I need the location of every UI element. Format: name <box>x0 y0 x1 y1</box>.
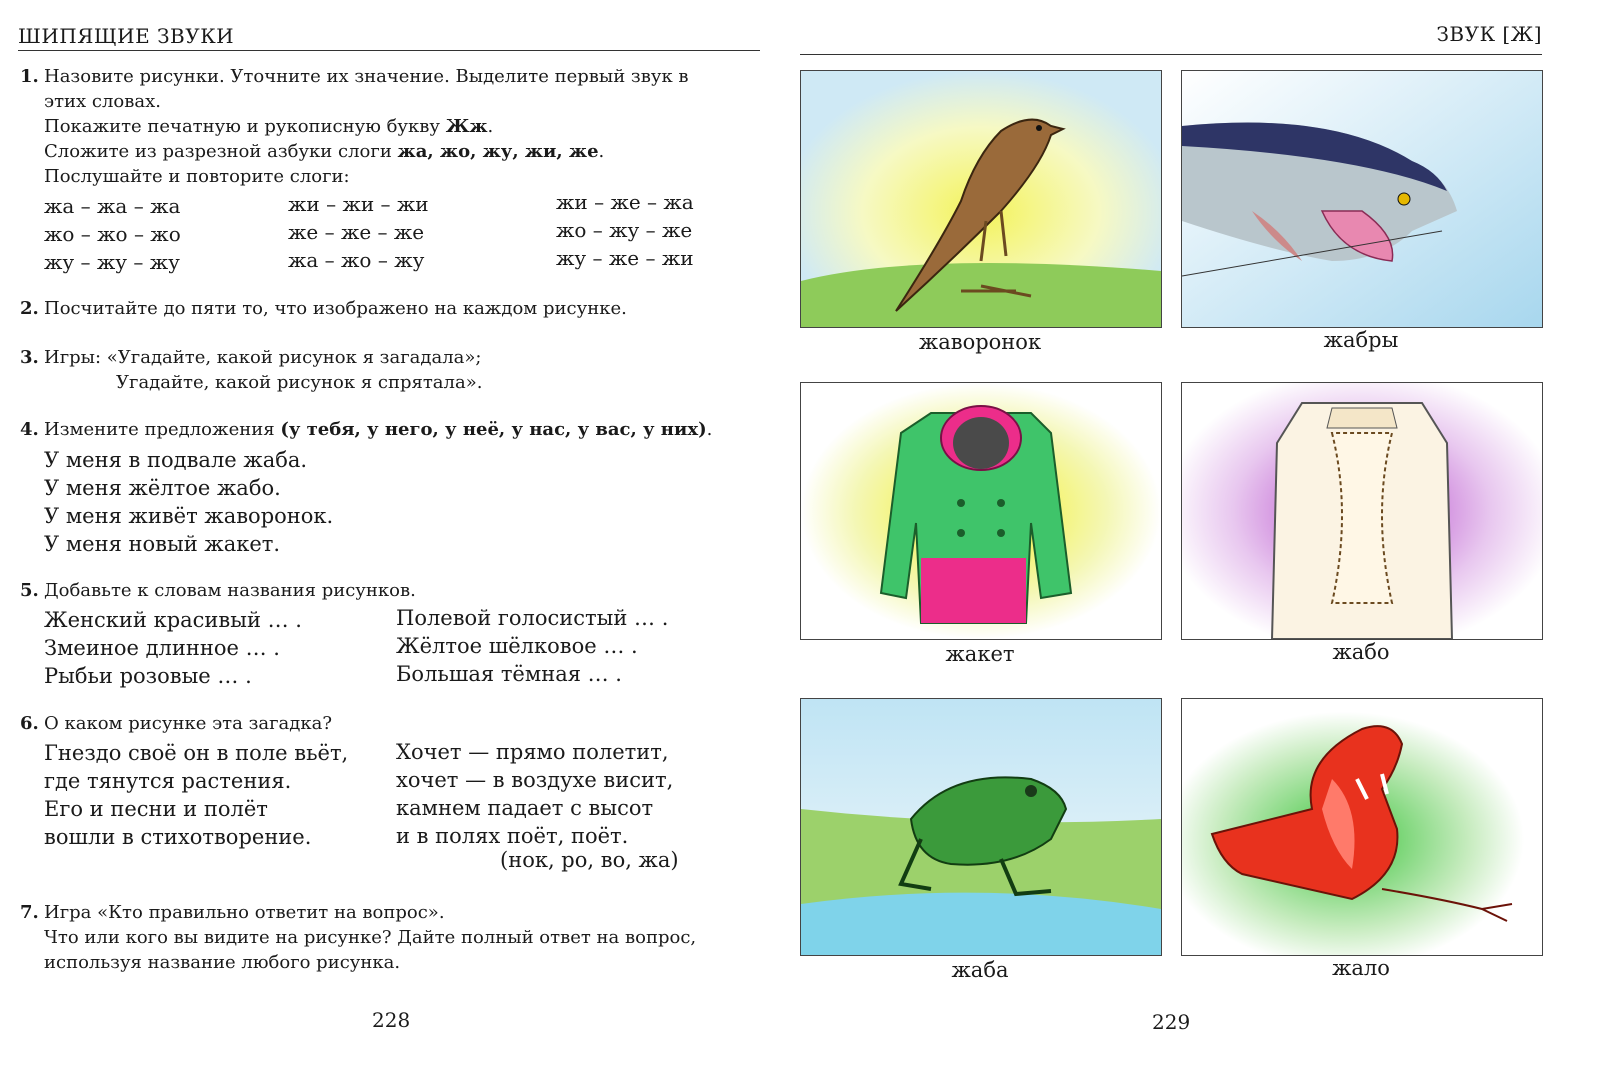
task-number: 6. <box>20 713 39 734</box>
task-1-line-4: Сложите из разрезной азбуки слоги жа, жо, жу, жи, же. <box>44 141 605 162</box>
task-5-text: Добавьте к словам названия рисунков. <box>44 580 416 601</box>
page-number-left: 228 <box>372 1008 411 1032</box>
jacket-illustration <box>801 383 1161 639</box>
task-4-sentences <box>44 446 744 558</box>
syllable-column-3 <box>556 188 694 272</box>
task-3 <box>20 345 780 395</box>
syllable-row: жи – жи – жи <box>288 192 429 216</box>
riddle-answer: (нок, ро, во, жа) <box>500 848 679 872</box>
task-5-column-2 <box>396 604 776 688</box>
syllable-row: же – же – же <box>288 220 425 244</box>
riddle-line: где тянутся растения. <box>44 769 292 793</box>
snake-sting-illustration <box>1182 699 1542 955</box>
picture-card <box>800 698 1162 956</box>
riddle-line: и в полях поёт, поёт. <box>396 824 629 848</box>
task-5-column-1 <box>44 606 384 690</box>
picture-caption: жабо <box>1332 640 1390 664</box>
syllable-table <box>44 192 764 282</box>
phrase: Женский красивый … . <box>44 608 302 632</box>
picture-card <box>800 382 1162 640</box>
fish-gills-illustration <box>1182 71 1542 327</box>
syllable-row: жо – жо – жо <box>44 222 181 246</box>
sentence: У меня жёлтое жабо. <box>44 476 281 500</box>
syllable-row: жу – жу – жу <box>44 250 180 274</box>
sentence: У меня в подвале жаба. <box>44 448 308 472</box>
picture-caption: жабры <box>1323 328 1399 352</box>
picture-card <box>1181 382 1543 640</box>
task-1-line-2: этих словах. <box>44 91 161 112</box>
task-5 <box>20 578 780 603</box>
task-3-line-2: Угадайте, какой рисунок я спрятала». <box>116 372 483 393</box>
toad-illustration <box>801 699 1161 955</box>
syllable-row: жа – жо – жу <box>288 248 425 272</box>
task-7 <box>20 900 780 975</box>
riddle-line: камнем падает с высот <box>396 796 654 820</box>
phrase: Полевой голосистый … . <box>396 606 669 630</box>
task-1-line-1: Назовите рисунки. Уточните их значение. Выделите первый звук в <box>44 66 689 87</box>
running-head-left: ШИПЯЩИЕ ЗВУКИ <box>18 24 235 48</box>
task-6-text: О каком рисунке эта загадка? <box>44 713 332 734</box>
riddle-line: Хочет — прямо полетит, <box>396 740 669 764</box>
task-7-line-2: Что или кого вы видите на рисунке? Дайте полный ответ на вопрос, <box>44 927 697 948</box>
riddle-line: Гнездо своё он в поле вьёт, <box>44 741 349 765</box>
sentence: У меня живёт жаворонок. <box>44 504 334 528</box>
syllable-row: жу – же – жи <box>556 246 694 270</box>
task-3-line-1: Игры: «Угадайте, какой рисунок я загадала»; <box>44 347 482 368</box>
left-page <box>0 0 790 1083</box>
syllable-row: жо – жу – же <box>556 218 693 242</box>
phrase: Жёлтое шёлковое … . <box>396 634 638 658</box>
header-rule-left <box>18 50 760 51</box>
task-number: 4. <box>20 419 39 440</box>
task-number: 5. <box>20 580 39 601</box>
task-7-line-3: используя название любого рисунка. <box>44 952 401 973</box>
syllable-column-2 <box>288 190 429 274</box>
sentence: У меня новый жакет. <box>44 532 281 556</box>
picture-caption: жаба <box>951 958 1009 982</box>
page-number-right: 229 <box>1152 1010 1191 1034</box>
phrase: Рыбьи розовые … . <box>44 664 252 688</box>
picture-card <box>800 70 1162 328</box>
riddle-line: Его и песни и полёт <box>44 797 268 821</box>
task-4: 4. Измените предложения (у тебя, у него, у неё, у нас, у вас, у них). <box>20 419 713 440</box>
task-2-text: Посчитайте до пяти то, что изображено на каждом рисунке. <box>44 298 627 319</box>
task-7-line-1: Игра «Кто правильно ответит на вопрос». <box>44 902 445 923</box>
jabot-shirt-illustration <box>1182 383 1542 639</box>
task-number: 1. <box>20 66 39 87</box>
task-number: 3. <box>20 347 39 368</box>
running-head-right: ЗВУК [Ж] <box>1436 22 1542 46</box>
syllable-row: жи – же – жа <box>556 190 694 214</box>
right-page <box>800 0 1600 1083</box>
task-6 <box>20 711 780 736</box>
task-1 <box>20 64 780 189</box>
syllable-column-1 <box>44 192 181 276</box>
syllable-row: жа – жа – жа <box>44 194 181 218</box>
picture-caption: жаворонок <box>918 330 1042 354</box>
phrase: Змеиное длинное … . <box>44 636 280 660</box>
phrase: Большая тёмная … . <box>396 662 622 686</box>
riddle-line: хочет — в воздухе висит, <box>396 768 674 792</box>
riddle-column-2 <box>396 738 776 850</box>
task-number: 2. <box>20 298 39 319</box>
task-2 <box>20 296 780 321</box>
task-number: 7. <box>20 902 39 923</box>
picture-card <box>1181 70 1543 328</box>
picture-caption: жало <box>1332 956 1390 980</box>
picture-card <box>1181 698 1543 956</box>
picture-caption: жакет <box>945 642 1015 666</box>
lark-illustration <box>801 71 1161 327</box>
task-1-line-5: Послушайте и повторите слоги: <box>44 166 350 187</box>
riddle-column-1 <box>44 739 384 851</box>
task-1-line-3: Покажите печатную и рукописную букву Жж. <box>44 116 494 137</box>
header-rule-right <box>800 54 1542 55</box>
riddle-line: вошли в стихотворение. <box>44 825 312 849</box>
